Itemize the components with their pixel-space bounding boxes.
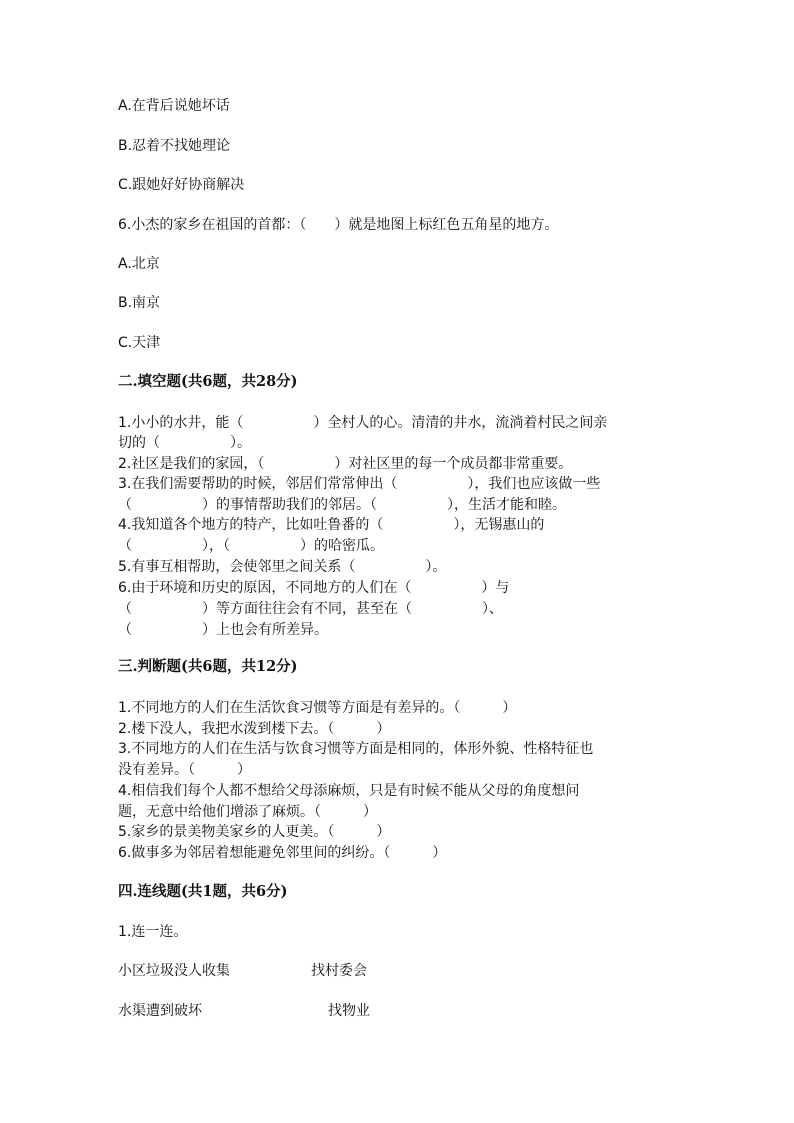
judge-line: 5.家乡的景美物美家乡的人更美。（ ） [118, 824, 391, 840]
matching-left-item: 水渠遭到破坏 [118, 1003, 202, 1019]
matching-prompt: 1.连一连。 [118, 924, 188, 940]
matching-left-item: 小区垃圾没人收集 [118, 963, 230, 979]
section-3-heading: 三.判断题(共6题，共12分) [118, 658, 298, 675]
q6-option-a: A.北京 [118, 256, 160, 272]
judge-line: 2.楼下没人，我把水泼到楼下去。（ ） [118, 721, 391, 737]
q5-option-b: B.忍着不找她理论 [118, 138, 231, 154]
judge-line: 3.不同地方的人们在生活与饮食习惯等方面是相同的，体形外貌、性格特征也 [118, 741, 594, 757]
judge-line: 没有差异。（ ） [118, 762, 251, 778]
fill-line: 1.小小的水井，能（ ）全村人的心。清清的井水，流淌着村民之间亲 [118, 415, 608, 431]
matching-right-item: 找村委会 [311, 963, 367, 979]
judge-line: 题，无意中给他们增添了麻烦。（ ） [118, 804, 377, 820]
section-4-heading: 四.连线题(共1题，共6分) [118, 883, 288, 900]
q6-option-b: B.南京 [118, 295, 161, 311]
fill-line: （ ）上也会有所差异。 [118, 622, 328, 638]
matching-right-item: 找物业 [328, 1003, 370, 1019]
fill-line: 4.我知道各个地方的特产，比如吐鲁番的（ ），无锡惠山的 [118, 517, 545, 533]
fill-line: （ ）的事情帮助我们的邻居。（ ），生活才能和睦。 [118, 497, 566, 513]
q5-option-c: C.跟她好好协商解决 [118, 177, 245, 193]
judge-line: 4.相信我们每个人都不想给父母添麻烦，只是有时候不能从父母的角度想问 [118, 783, 580, 799]
fill-line: 2.社区是我们的家园，（ ）对社区里的每一个成员都非常重要。 [118, 456, 573, 472]
fill-line: 6.由于环境和历史的原因，不同地方的人们在（ ）与 [118, 580, 510, 596]
fill-line: 3.在我们需要帮助的时候，邻居们常常伸出（ ），我们也应该做一些 [118, 476, 601, 492]
judge-line: 6.做事多为邻居着想能避免邻里间的纠纷。（ ） [118, 845, 447, 861]
section-2-heading: 二.填空题(共6题，共28分) [118, 373, 298, 390]
fill-line: 5.有事互相帮助，会使邻里之间关系（ ）。 [118, 559, 447, 575]
fill-line: （ ），（ ）的哈密瓜。 [118, 538, 384, 554]
fill-line: 切的（ ）。 [118, 435, 251, 451]
q6-stem: 6.小杰的家乡在祖国的首都：（ ）就是地图上标红色五角星的地方。 [118, 217, 559, 233]
q5-option-a: A.在背后说她坏话 [118, 98, 230, 114]
q6-option-c: C.天津 [118, 335, 161, 351]
judge-line: 1.不同地方的人们在生活饮食习惯等方面是有差异的。（ ） [118, 700, 517, 716]
fill-line: （ ）等方面往往会有不同，甚至在（ ）、 [118, 601, 503, 617]
